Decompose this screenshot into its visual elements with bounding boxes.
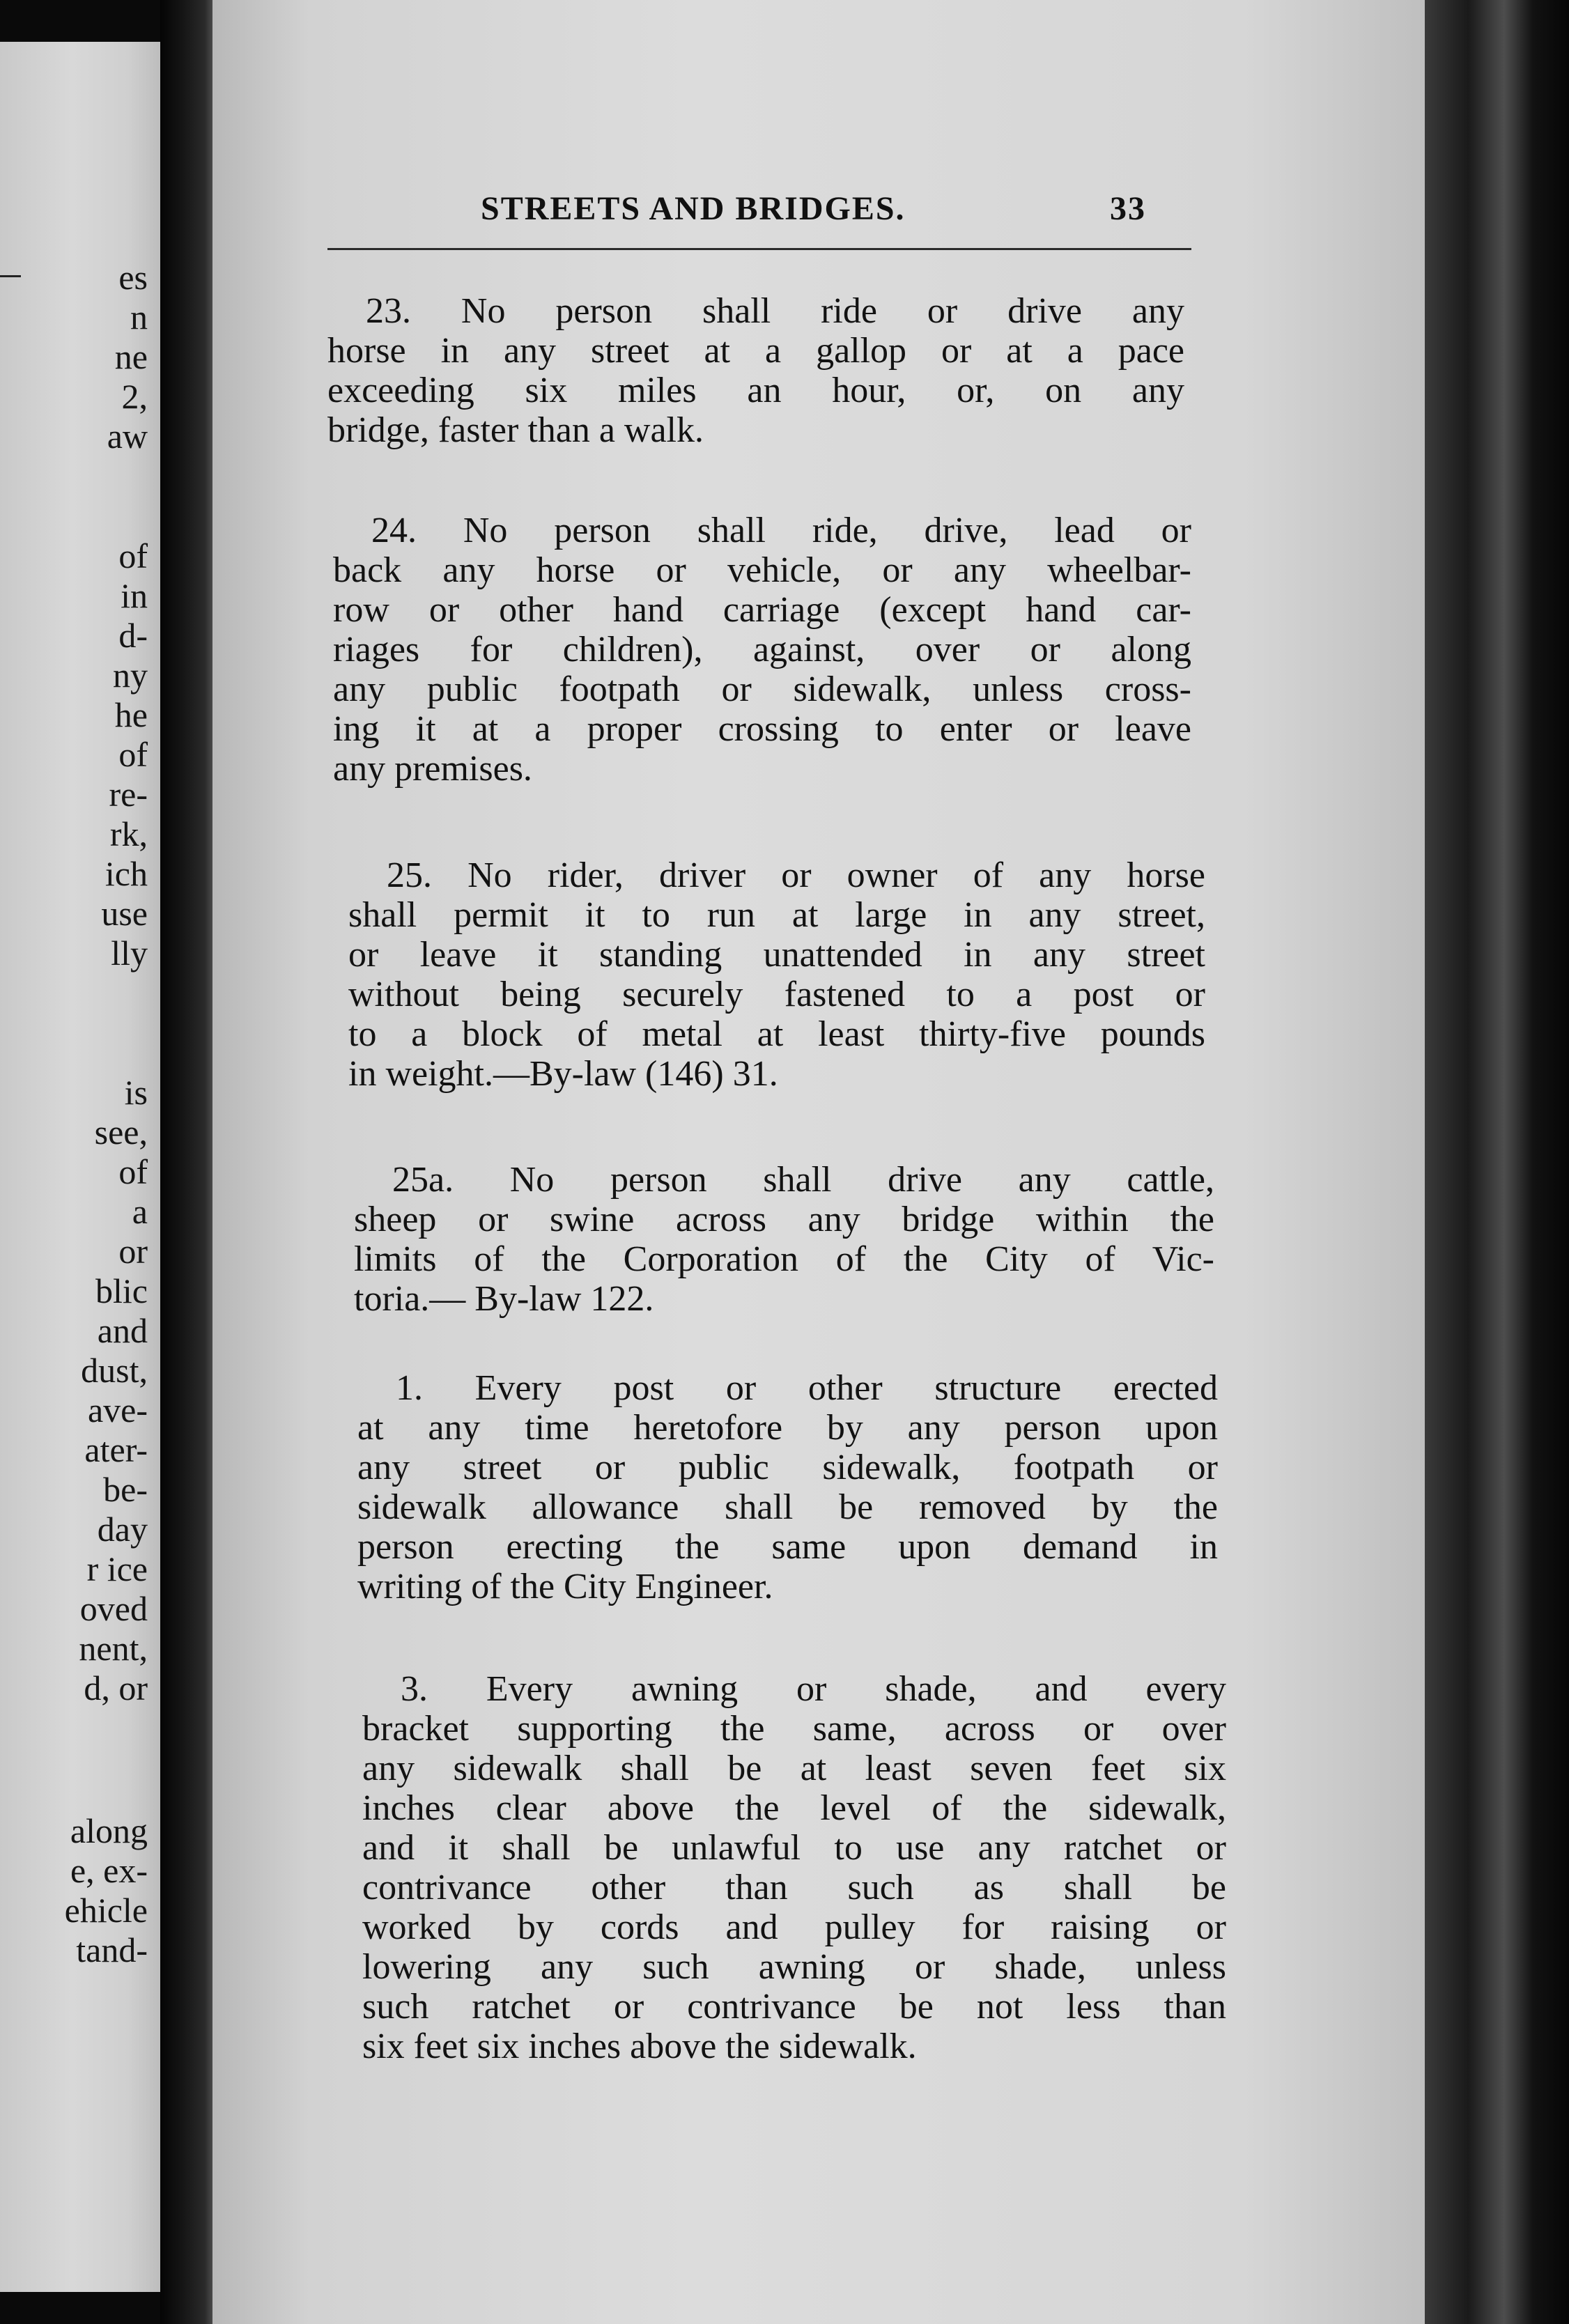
previous-page-fragment: oved xyxy=(79,1589,148,1628)
previous-page-fragment: day xyxy=(97,1510,148,1549)
page-number: 33 xyxy=(1110,190,1146,227)
previous-page-fragment: and xyxy=(97,1311,148,1350)
previous-page-fragment: use xyxy=(101,894,148,933)
running-title: STREETS AND BRIDGES. xyxy=(481,190,906,227)
bylaw-paragraph xyxy=(357,1368,1218,1606)
previous-page-edge xyxy=(0,42,160,2292)
paragraph-line: horse in any street at a gallop or at a pace xyxy=(327,331,1184,371)
paragraph-line: any public footpath or sidewalk, unless cross- xyxy=(333,669,1191,709)
paragraph-line: such ratchet or contrivance be not less than xyxy=(362,1987,1226,2027)
paragraph-line: row or other hand carriage (except hand car- xyxy=(333,590,1191,630)
previous-page-fragment: re- xyxy=(109,775,148,814)
previous-page-fragment: ne xyxy=(114,337,148,376)
previous-page-fragment: dust, xyxy=(81,1351,148,1390)
paragraph-line: limits of the Corporation of the City of Vic- xyxy=(354,1239,1214,1279)
previous-page-fragment: he xyxy=(114,695,148,734)
bylaw-paragraph xyxy=(348,855,1205,1094)
previous-page-fragment: in xyxy=(121,576,148,615)
paragraph-line: 25. No rider, driver or owner of any horse xyxy=(387,855,1205,895)
previous-page-fragment: ny xyxy=(113,656,148,695)
previous-page-fragment: d, or xyxy=(84,1668,148,1707)
paragraph-line: sidewalk allowance shall be removed by the xyxy=(357,1487,1218,1527)
book-gutter xyxy=(160,0,216,2324)
previous-page-fragment: rk, xyxy=(109,814,148,853)
paragraph-line: 23. No person shall ride or drive any xyxy=(366,291,1184,331)
previous-page-fragment: lly xyxy=(111,934,148,973)
previous-page-fragment: see, xyxy=(94,1113,148,1152)
previous-page-fragment: tand- xyxy=(76,1930,148,1969)
previous-page-fragment: of xyxy=(118,1152,148,1191)
previous-page-fragment: nent, xyxy=(79,1629,148,1668)
paragraph-line: back any horse or vehicle, or any wheelbar- xyxy=(333,550,1191,590)
previous-page-fragment: n xyxy=(130,297,148,336)
paragraph-line: 25a. No person shall drive any cattle, xyxy=(392,1160,1214,1200)
previous-page-fragment: d- xyxy=(118,616,148,655)
paragraph-line: 24. No person shall ride, drive, lead or xyxy=(371,511,1191,550)
paragraph-line: riages for children), against, over or along xyxy=(333,630,1191,669)
previous-page-fragment: ave- xyxy=(87,1390,148,1430)
paragraph-line: contrivance other than such as shall be xyxy=(362,1868,1226,1907)
previous-page-fragment: along xyxy=(70,1811,148,1850)
running-header xyxy=(481,189,1146,238)
paragraph-line: any sidewalk shall be at least seven feet six xyxy=(362,1749,1226,1788)
paragraph-line: without being securely fastened to a post or xyxy=(348,975,1205,1014)
previous-page-fragment: of xyxy=(118,735,148,774)
paragraph-line: and it shall be unlawful to use any ratchet or xyxy=(362,1828,1226,1868)
previous-page-fragment: r ice xyxy=(86,1549,148,1588)
header-rule xyxy=(327,248,1191,250)
previous-page-fragment: ehicle xyxy=(64,1891,148,1930)
paragraph-line: sheep or swine across any bridge within the xyxy=(354,1200,1214,1239)
paragraph-line: in weight.—By-law (146) 31. xyxy=(348,1054,778,1094)
paragraph-line: bridge, faster than a walk. xyxy=(327,410,704,450)
paragraph-line: inches clear above the level of the sidewalk, xyxy=(362,1788,1226,1828)
previous-page-fragment: blic xyxy=(95,1271,148,1310)
paragraph-line: at any time heretofore by any person upon xyxy=(357,1408,1218,1448)
previous-page-fragment: aw xyxy=(107,417,148,456)
paragraph-line: any premises. xyxy=(333,749,532,789)
previous-page-fragment: or xyxy=(118,1232,148,1271)
paragraph-line: ing it at a proper crossing to enter or leave xyxy=(333,709,1191,749)
previous-page-fragment: ater- xyxy=(84,1430,148,1469)
bylaw-paragraph xyxy=(362,1669,1226,2066)
paragraph-line: lowering any such awning or shade, unless xyxy=(362,1947,1226,1987)
previous-page-fragment: is xyxy=(124,1073,148,1112)
page-stack-edge xyxy=(1425,0,1569,2324)
previous-page-fragment: e, ex- xyxy=(70,1851,148,1890)
previous-page-fragment: ich xyxy=(105,854,148,893)
previous-page-rule xyxy=(0,275,21,277)
paragraph-line: person erecting the same upon demand in xyxy=(357,1527,1218,1567)
paragraph-line: toria.— By-law 122. xyxy=(354,1279,654,1319)
paragraph-line: to a block of metal at least thirty-five pounds xyxy=(348,1014,1205,1054)
paragraph-line: six feet six inches above the sidewalk. xyxy=(362,2027,917,2066)
paragraph-line: 3. Every awning or shade, and every xyxy=(401,1669,1226,1709)
paragraph-line: any street or public sidewalk, footpath or xyxy=(357,1448,1218,1487)
previous-page-fragment: 2, xyxy=(121,377,148,416)
previous-page-fragment: a xyxy=(132,1192,148,1231)
paragraph-line: exceeding six miles an hour, or, on any xyxy=(327,371,1184,410)
previous-page-fragment: es xyxy=(118,258,148,297)
paragraph-line: worked by cords and pulley for raising or xyxy=(362,1907,1226,1947)
paragraph-line: shall permit it to run at large in any street, xyxy=(348,895,1205,935)
paragraph-line: 1. Every post or other structure erected xyxy=(396,1368,1218,1408)
paragraph-line: or leave it standing unattended in any street xyxy=(348,935,1205,975)
bylaw-paragraph xyxy=(354,1160,1214,1319)
bylaw-paragraph xyxy=(327,291,1184,450)
previous-page-fragment: of xyxy=(118,536,148,575)
paragraph-line: writing of the City Engineer. xyxy=(357,1567,773,1606)
bylaw-paragraph xyxy=(333,511,1191,789)
paragraph-line: bracket supporting the same, across or over xyxy=(362,1709,1226,1749)
previous-page-fragment: be- xyxy=(103,1470,148,1509)
